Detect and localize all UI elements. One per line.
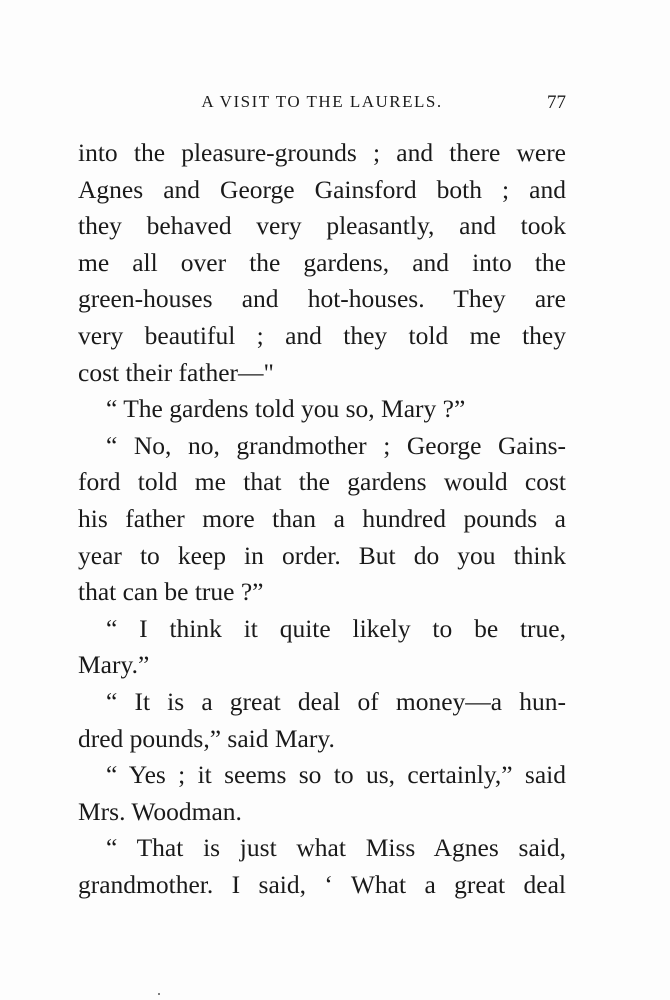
text-line: “ Yes ; it seems so to us, certainly,” said — [106, 760, 566, 790]
text-line: Mrs. Woodman. — [78, 796, 242, 826]
text-line: that can be true ?” — [78, 577, 264, 607]
text-line: into the pleasure-grounds ; and there were — [78, 138, 566, 167]
body-text — [78, 135, 566, 903]
text-line: “ The gardens told you so, Mary ?” — [106, 394, 466, 424]
text-line: very beautiful ; and they told me they — [78, 320, 566, 350]
text-line: “ It is a great deal of money—a hun- — [106, 686, 566, 716]
text-line: “ No, no, grandmother ; George Gains- — [106, 430, 566, 460]
text-line: cost their father—" — [78, 357, 274, 387]
text-line: Agnes and George Gainsford both ; and — [78, 174, 566, 204]
print-speck — [158, 993, 160, 995]
text-line: dred pounds,” said Mary. — [78, 723, 335, 753]
text-line: ford told me that the gardens would cost — [78, 467, 566, 497]
text-line: Mary.” — [78, 650, 150, 680]
text-line: “ I think it quite likely to be true, — [106, 613, 566, 643]
text-line: year to keep in order. But do you think — [78, 540, 566, 570]
text-line: grandmother. I said, ‘ What a great deal — [78, 869, 566, 899]
page-number: 77 — [547, 92, 566, 113]
text-line: me all over the gardens, and into the — [78, 247, 566, 277]
running-title: A VISIT TO THE LAURELS. — [201, 92, 443, 111]
text-line: his father more than a hundred pounds a — [78, 503, 566, 533]
text-line: they behaved very pleasantly, and took — [78, 211, 566, 241]
running-head — [78, 92, 566, 116]
text-line: green-houses and hot-houses. They are — [78, 284, 566, 314]
text-line: “ That is just what Miss Agnes said, — [106, 833, 566, 863]
